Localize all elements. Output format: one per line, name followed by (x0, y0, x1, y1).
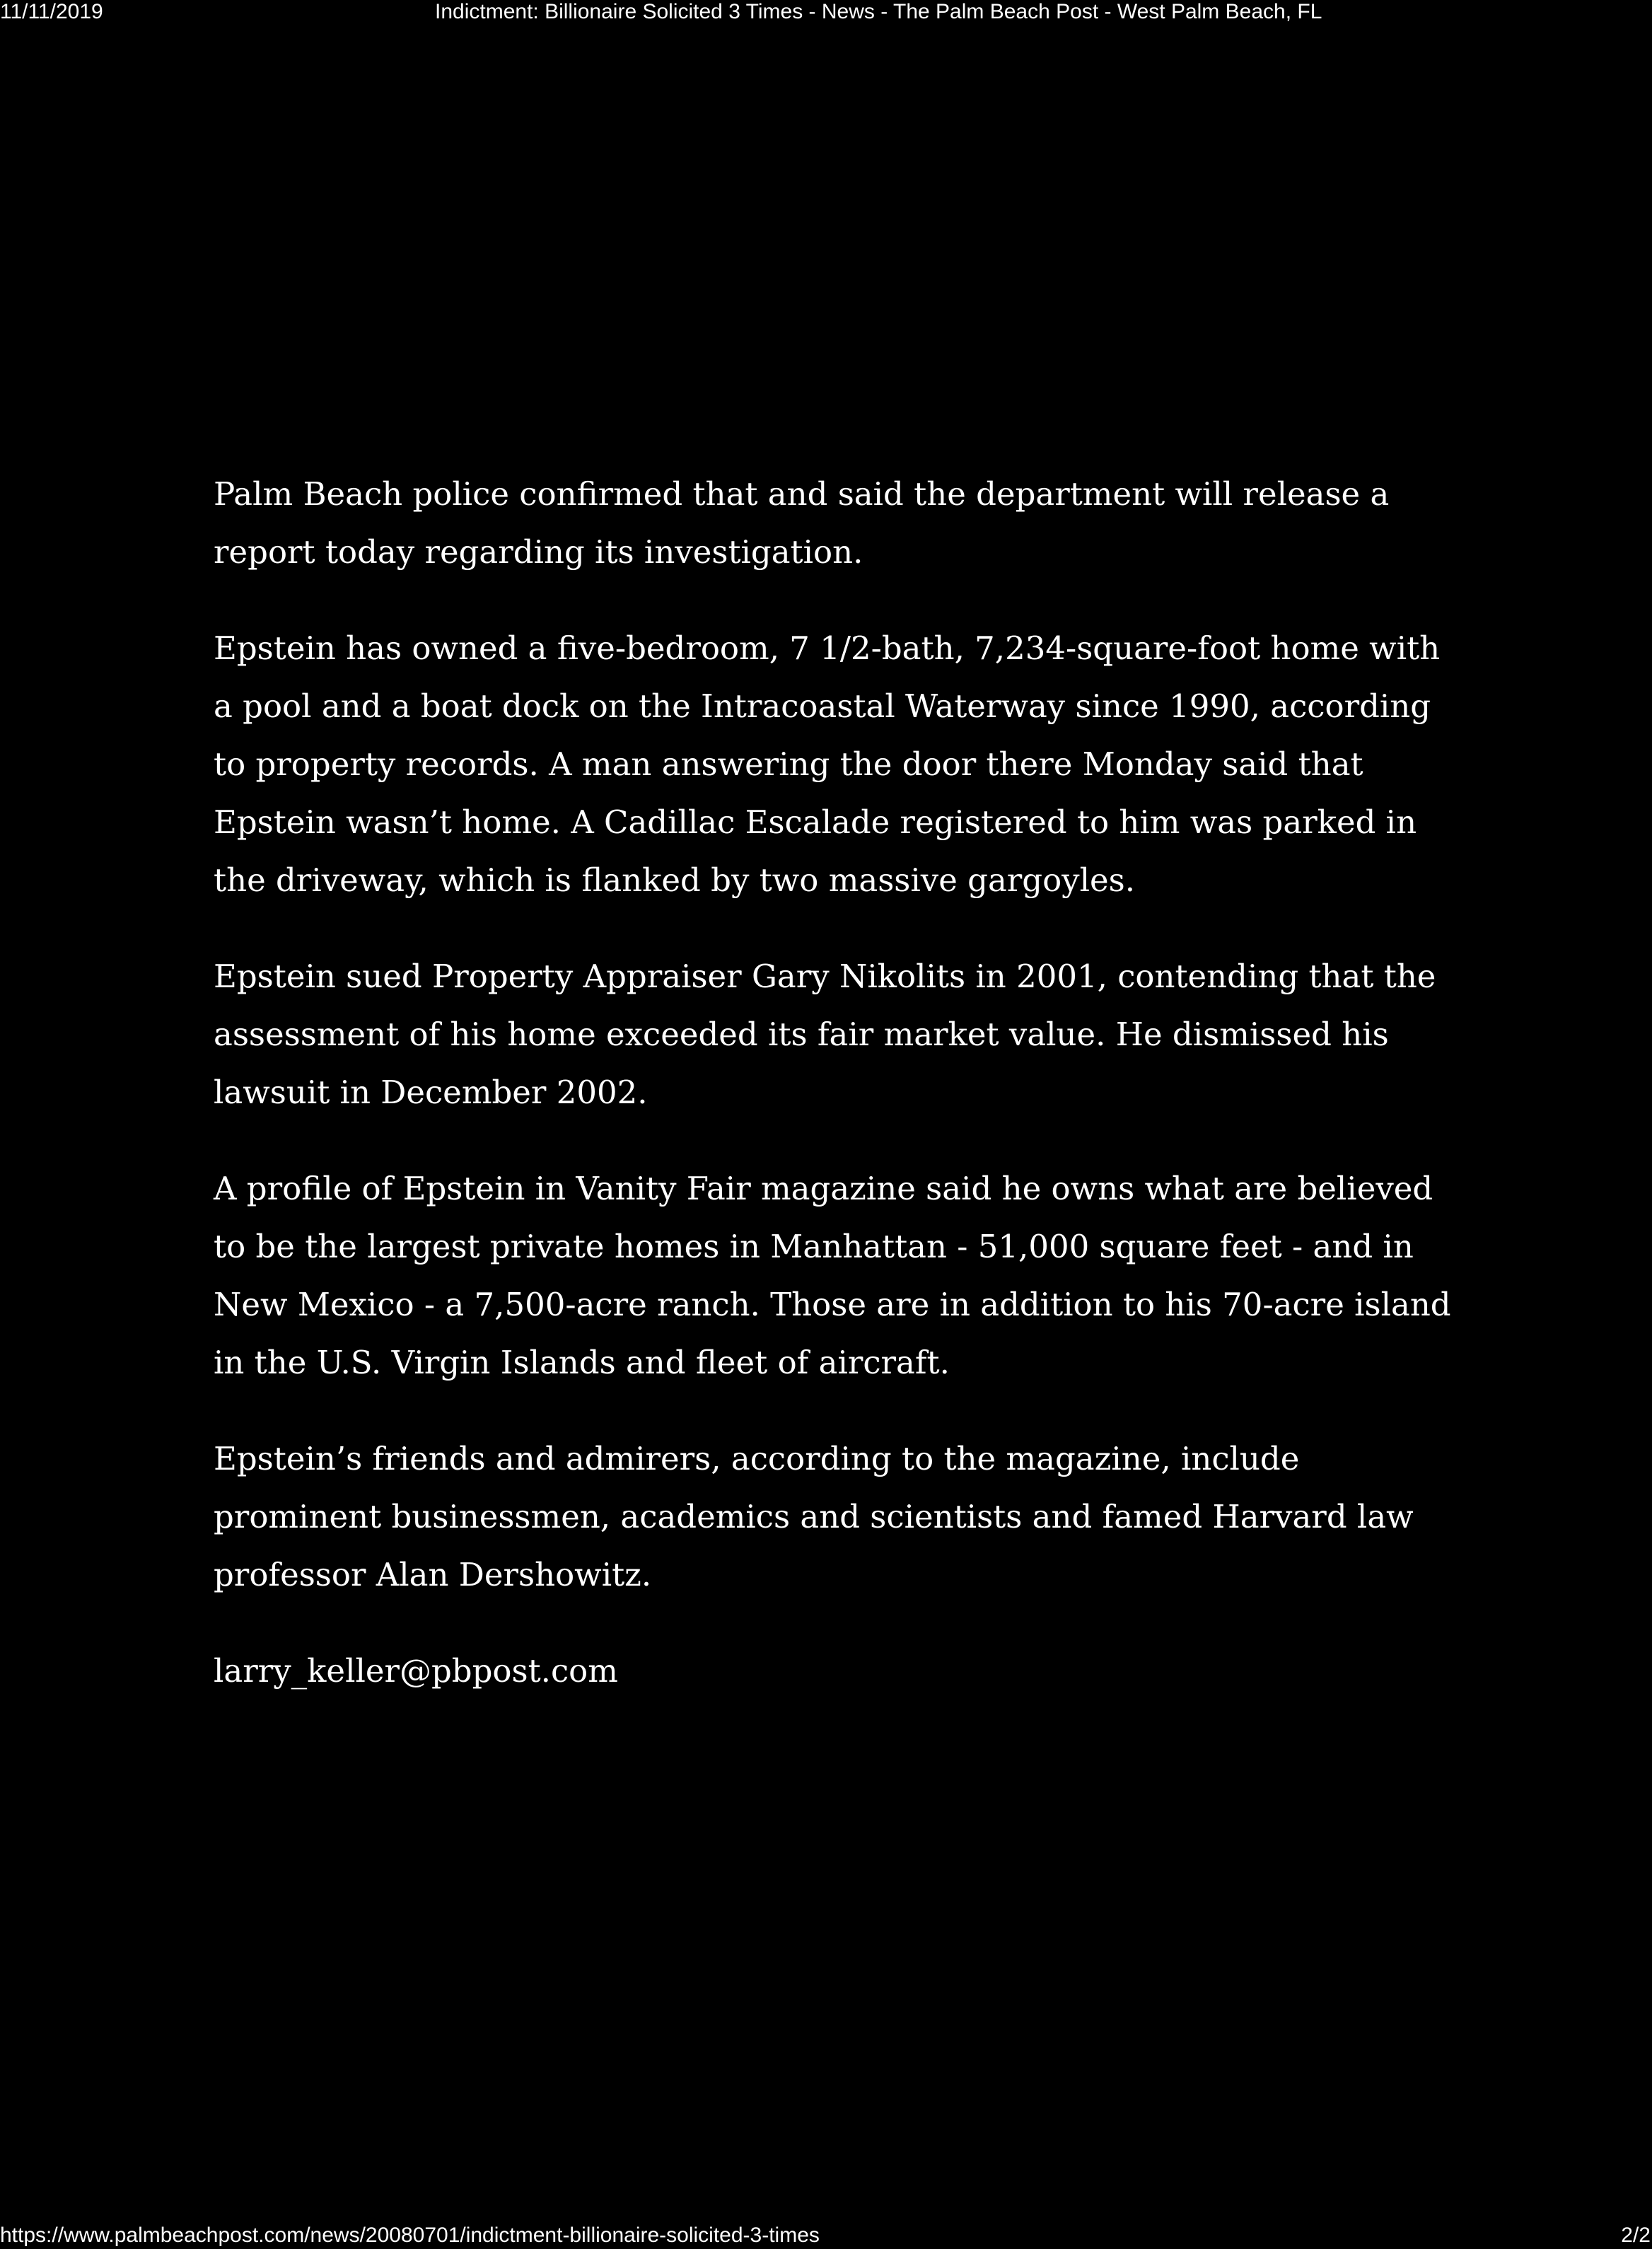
print-page-title: Indictment: Billionaire Solicited 3 Times - News - The Palm Beach Post - West Palm Beach, FL (435, 0, 1322, 23)
print-date: 11/11/2019 (0, 0, 103, 23)
article-paragraph: Epstein sued Property Appraiser Gary Nikolits in 2001, contending that the assessment of his home exceeded its fair market value. He dismissed his lawsuit in December 2002. (214, 958, 1436, 1111)
article-body (214, 465, 1458, 1738)
article-paragraph: Epstein’s friends and admirers, according to the magazine, include prominent businessmen, academics and scientists and famed Harvard law professor Alan Dershowitz. (214, 1440, 1414, 1593)
page-number: 2/2 (1621, 2224, 1651, 2247)
article-paragraph: Palm Beach police confirmed that and said the department will release a report today regarding its investigation. (214, 475, 1390, 571)
author-email: larry_keller@pbpost.com (214, 1652, 618, 1690)
print-header (0, 1, 1652, 25)
article-paragraph: Epstein has owned a five-bedroom, 7 1/2-bath, 7,234-square-foot home with a pool and a boat dock on the Intracoastal Waterway since 1990, according to property records. A man answering the door there Monday said that Epstein wasn’t home. A Cadillac Escalade registered to him was parked in the driveway, which is flanked by two massive gargoyles. (214, 629, 1441, 899)
article-paragraph: A profile of Epstein in Vanity Fair magazine said he owns what are believed to be the largest private homes in Manhattan - 51,000 square feet - and in New Mexico - a 7,500-acre ranch. Those are in addition to his 70-acre island in the U.S. Virgin Islands and fleet of aircraft. (214, 1170, 1451, 1381)
print-footer (0, 2221, 1652, 2246)
print-url: https://www.palmbeachpost.com/news/20080701/indictment-billionaire-solicited-3-times (0, 2224, 820, 2247)
